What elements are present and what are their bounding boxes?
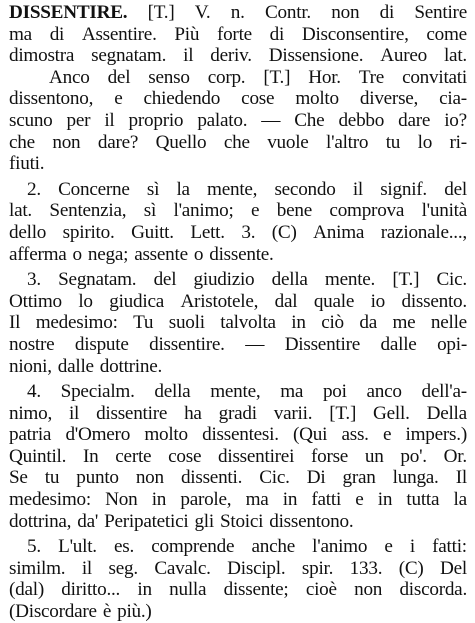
word: dare? [97,131,139,153]
text-line [9,312,467,334]
text-line [9,381,467,403]
word: debbo [338,109,385,131]
word: Dissensione. [268,45,364,67]
word: e [383,424,392,446]
word: Il [455,467,467,489]
word: senso [148,66,190,88]
word: Contr. [265,2,311,23]
word: e [355,489,364,511]
word: tutta [406,489,440,511]
word: Quello [155,131,207,153]
word: Guitt. [131,221,174,243]
word: varii. [273,402,313,424]
word: Lett. [190,221,225,243]
word: l'animo [312,536,368,558]
word: punto [76,467,119,489]
word: parole, [180,489,232,511]
word: dissentire [96,402,168,424]
word: la [176,178,190,200]
word: — [261,109,281,131]
word: io? [444,109,467,131]
word: fiuti. [9,153,45,175]
word: nelle [430,312,467,334]
word: proprio [128,109,184,131]
word: lo [78,290,93,312]
word: dissentono, [9,88,94,110]
word: Se [9,467,28,489]
word: di [379,2,395,23]
word: Ottimo [9,290,62,312]
word: deriv. [210,45,252,67]
word: opi- [437,333,467,355]
word: sì [146,178,160,200]
word: sì [143,200,157,222]
word: segnatam. [91,45,167,67]
word: l'unità [421,200,467,222]
word: mente, [210,381,261,403]
word: per [66,109,91,131]
word: o [193,243,204,265]
word: non [331,2,360,23]
word: in [282,489,298,511]
text-line [9,424,467,446]
word: forse [310,445,349,467]
entry-paragraph-2 [9,179,467,265]
word: (dal) [9,579,44,601]
word: diritto... [61,579,121,601]
word: dissente. [209,243,274,265]
word: Tu [133,312,154,334]
text-line [9,403,467,425]
text-line [9,244,467,266]
word: che [223,131,250,153]
word: ma [280,381,304,403]
word: dello [9,221,47,243]
word: ciò [321,312,344,334]
word: Che [294,109,325,131]
text-line [9,291,467,313]
word: e [114,88,123,110]
word: cia- [439,88,467,110]
word: dalle [57,355,94,377]
word: dissento. [401,290,467,312]
entry-paragraph-5 [9,536,467,622]
word: il [352,178,363,200]
word: [T.] [392,269,420,291]
text-line [9,334,467,356]
word: talvolta [220,312,276,334]
word: della [271,269,308,291]
word: n. [230,2,245,23]
word: discorda. [399,579,467,601]
word: Aureo [380,45,427,67]
word: ma [9,23,32,45]
text-line [9,467,467,489]
word: e [251,200,260,222]
word: Segnatam. [58,269,137,291]
text-line [9,558,467,580]
word: non [354,579,383,601]
word: l'animo; [173,200,234,222]
word: nega; [87,243,129,265]
word: gradi [218,402,257,424]
word: ri- [449,131,467,153]
word: anco [366,381,402,403]
word: medesimo: [9,489,91,511]
word: mente. [324,269,376,291]
word: più.) [117,601,152,623]
word: ma [245,489,269,511]
word: Aristotele, [180,290,259,312]
word: me [392,312,416,334]
word: il [104,109,115,131]
word: del [153,269,177,291]
word: di [49,23,65,45]
text-line [9,88,467,110]
word: Peripatetici [104,510,189,532]
word: bene [276,200,312,222]
word: comprende [151,536,235,558]
text-line [9,511,467,533]
word: Anco [49,66,90,88]
word: la [453,489,467,511]
word: Sentenzia, [49,200,127,222]
word: il [68,402,80,424]
text-line [9,2,467,24]
word: Tre [358,66,385,88]
word: in [151,489,167,511]
text-line [9,67,467,89]
word: Cic. [259,467,290,489]
word: Di [306,467,326,489]
word: dissentire. [149,333,225,355]
word: (C) [398,557,424,579]
word: similm. [9,557,66,579]
word: po'. [400,445,427,467]
word: es. [114,536,135,558]
word: del [107,66,131,88]
word: dottrine. [99,355,163,377]
word: Assentire. [81,23,157,45]
word: in [291,312,306,334]
word: 5. [27,536,41,558]
word: dissentesi. [202,424,279,446]
word: anche [251,536,295,558]
word: 3. [27,269,41,291]
text-line [9,24,467,46]
word: dottrina, [9,510,72,532]
word: Del [440,557,467,579]
word: L'ult. [58,536,97,558]
word: Sentire [414,2,467,23]
word: Della [426,402,467,424]
word: da [359,312,377,334]
word: in [137,579,152,601]
word: cose [241,88,275,110]
word: io [370,290,386,312]
entry-paragraph-4 [9,381,467,532]
word: Specialm. [60,381,135,403]
text-line [9,110,467,132]
entry-paragraph-1 [9,2,467,175]
word: l'altro [326,131,369,153]
word: è [102,601,112,623]
word: (C) [271,221,297,243]
word: Discipl. [227,557,286,579]
word: tu [44,467,60,489]
word: comprova [329,200,405,222]
word: lo [417,131,433,153]
word: 133. [349,557,383,579]
word: dare [398,109,431,131]
word: [T.] [147,2,175,23]
text-line [9,222,467,244]
text-line [9,132,467,154]
word: dimostra [9,45,75,67]
word: Il [9,312,21,334]
word: lunga. [392,467,439,489]
text-line [9,489,467,511]
word: fatti: [432,536,467,558]
word: Anima [313,221,365,243]
word: secondo [274,178,336,200]
word: ass. [341,424,369,446]
word: non [135,467,164,489]
word: dal [274,290,298,312]
text-line [9,269,467,291]
word: 3. [241,221,256,243]
word: un [364,445,384,467]
word: Dissentire [284,333,360,355]
word: dissente; [223,579,289,601]
word: spirito. [62,221,115,243]
word: mente, [207,178,258,200]
word: razionale..., [380,221,467,243]
word: Concerne [58,178,130,200]
word: Stoici [219,510,264,532]
word: dissenti. [180,467,243,489]
word: V. [194,2,211,23]
word: nioni, [9,355,52,377]
text-line [9,45,467,67]
word: il [183,45,194,67]
entry-paragraph-3 [9,269,467,377]
word: nimo, [9,402,52,424]
word: Non [105,489,138,511]
word: [T.] [263,66,291,88]
word: molto [144,424,188,446]
word: dalle [380,333,417,355]
word: Hor. [308,66,341,88]
text-line [9,200,467,222]
word: cose [168,445,202,467]
word: Quintil. [9,445,67,467]
word: impers.) [405,424,467,446]
text-line [9,601,467,623]
word: (Discordare [9,601,97,623]
word: tu [385,131,401,153]
word: giudica [109,290,164,312]
word: o [72,243,82,265]
text-line [9,446,467,468]
word: suoli [168,312,205,334]
word: chiedendo [143,88,221,110]
word: (Qui [293,424,328,446]
word: lat. [9,200,32,222]
word: di [269,23,285,45]
word: giudizio [193,269,255,291]
word: dell'a- [421,381,467,403]
word: spir. [301,557,334,579]
word: fatti [311,489,342,511]
word: Gell. [373,402,410,424]
word: dissentirei [218,445,295,467]
word: patria [9,424,52,446]
word: gli [194,510,214,532]
word: Cic. [436,269,467,291]
text-line [9,153,467,175]
word: seg. [108,557,138,579]
word: il [81,557,93,579]
word: 4. [27,381,41,403]
word: diverse, [359,88,419,110]
text-line [9,179,467,201]
headword: DISSENTIRE. [9,2,128,23]
word: scuno [9,109,53,131]
word: quale [313,290,355,312]
word: Or. [443,445,467,467]
word: [T.] [329,402,357,424]
word: convitati [402,66,467,88]
text-line [9,536,467,558]
word: in [377,489,393,511]
word: palato. [197,109,248,131]
word: vuole [267,131,309,153]
word: cioè [305,579,337,601]
word: nulla [169,579,207,601]
word: afferma [9,243,67,265]
word: dispute [74,333,129,355]
word: 2. [27,178,41,200]
word: non [52,131,81,153]
word: ha [184,402,202,424]
word: — [245,333,265,355]
word: lat. [443,45,467,67]
word: nostre [9,333,55,355]
word: medesimo: [35,312,118,334]
word: e [384,536,393,558]
word: gran [342,467,376,489]
word: poi [322,381,347,403]
word: della [154,381,191,403]
word: d'Omero [65,424,131,446]
word: come [426,23,467,45]
word: Disconsentire, [301,23,409,45]
text-line [9,356,467,378]
word: che [9,131,35,153]
word: forte [216,23,252,45]
word: signif. [380,178,427,200]
word: i [409,536,415,558]
word: corp. [207,66,246,88]
word: del [444,178,467,200]
word: In [82,445,99,467]
word: Cavalc. [154,557,211,579]
word: da' [77,510,99,532]
word: dissentono. [269,510,354,532]
word: assente [134,243,188,265]
word: molto [295,88,339,110]
word: Più [174,23,200,45]
word: certe [115,445,152,467]
text-line [9,579,467,601]
